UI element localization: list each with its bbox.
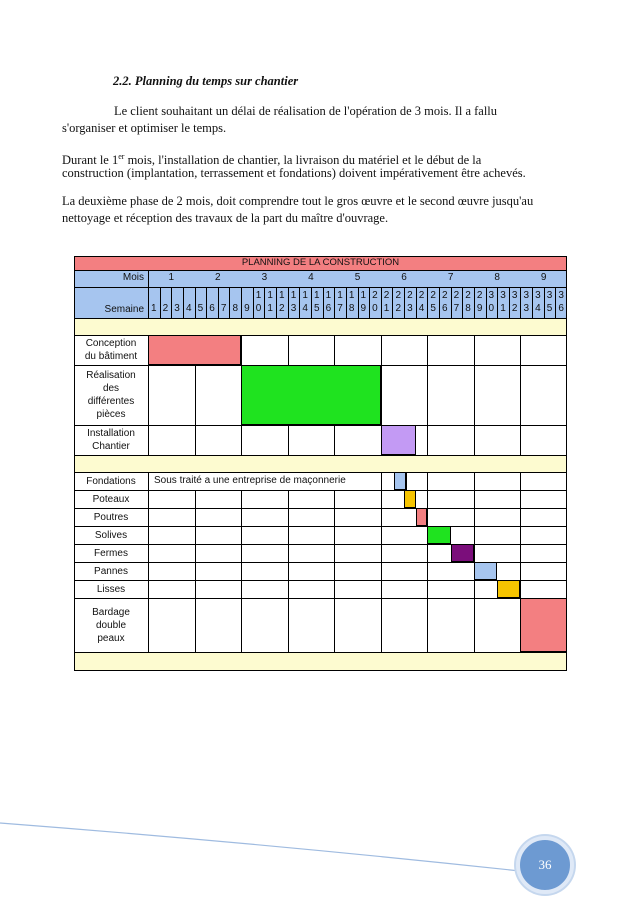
grid-line — [148, 526, 149, 544]
task-label-line: du bâtiment — [84, 351, 138, 362]
grid-line — [74, 652, 567, 653]
task-bar — [381, 425, 416, 455]
grid-line — [288, 335, 289, 365]
week-number-tens: 1 — [313, 290, 320, 301]
grid-line — [427, 472, 428, 490]
week-number-units: 8 — [465, 303, 471, 314]
grid-line — [427, 425, 428, 455]
grid-line — [544, 287, 545, 318]
grid-line — [241, 335, 242, 365]
subtask-bar — [427, 526, 450, 544]
grid-line — [369, 287, 370, 318]
week-number-tens: 2 — [407, 290, 413, 301]
grid-line — [474, 544, 475, 562]
week-number-units: 5 — [197, 303, 204, 314]
week-number-tens: 2 — [395, 290, 401, 301]
week-number-units: 1 — [151, 303, 157, 314]
week-number-units: 4 — [185, 303, 192, 314]
week-number-units: 2 — [279, 303, 285, 314]
grid-line — [148, 562, 149, 580]
paragraph-1 — [62, 103, 582, 120]
grid-line — [195, 365, 196, 425]
grid-line — [323, 287, 324, 318]
grid-line — [195, 598, 196, 652]
task-label-line: différentes — [87, 396, 135, 407]
grid-line — [241, 544, 242, 562]
grid-line — [416, 287, 417, 318]
grid-line — [555, 287, 556, 318]
grid-line — [148, 544, 149, 562]
grid-line — [520, 580, 521, 598]
grid-line — [462, 287, 463, 318]
grid-line — [474, 365, 475, 425]
paragraph-2-line-2: construction (implantation, terrassement et fondations) doivent impérativement être achevés. — [62, 166, 526, 180]
grid-line — [520, 365, 521, 425]
subtask-bar — [416, 508, 428, 526]
grid-line — [381, 544, 382, 562]
grid-line — [392, 287, 393, 318]
grid-line — [288, 508, 289, 526]
superscript: er — [118, 152, 125, 161]
subtask-bar — [497, 580, 520, 598]
grid-line — [334, 425, 335, 455]
grid-line — [381, 526, 382, 544]
task-label-line: Chantier — [92, 441, 130, 452]
grid-line — [520, 490, 521, 508]
grid-line — [148, 270, 149, 318]
grid-line — [427, 287, 428, 318]
task-label — [74, 425, 148, 455]
week-number-units: 2 — [162, 303, 169, 314]
gantt-title: PLANNING DE LA CONSTRUCTION — [74, 256, 567, 270]
week-number-units: 6 — [558, 303, 564, 314]
grid-line — [520, 287, 521, 318]
grid-line — [427, 508, 428, 526]
grid-line — [520, 562, 521, 580]
grid-line — [474, 490, 475, 508]
grid-line — [334, 508, 335, 526]
week-number-tens: 1 — [360, 290, 367, 301]
task-label-line: Conception — [85, 338, 137, 349]
paragraph-3-line-1: La deuxième phase de 2 mois, doit comprendre tout le gros œuvre et le second œuvre jusqu'au — [62, 194, 534, 208]
week-number-units: 2 — [511, 303, 518, 314]
week-number-units: 0 — [255, 303, 262, 314]
month-number: 9 — [540, 272, 547, 283]
subtask-label: Solives — [94, 529, 128, 541]
week-number-units: 4 — [302, 303, 308, 314]
subtask-label: Lisses — [96, 583, 126, 595]
grid-line — [288, 526, 289, 544]
grid-line — [241, 425, 242, 455]
subtask-label — [74, 598, 148, 652]
grid-line — [195, 287, 196, 318]
week-header-label: Semaine — [104, 304, 144, 315]
grid-line — [427, 335, 428, 365]
grid-line — [311, 287, 312, 318]
grid-line — [474, 472, 475, 490]
week-number-units: 9 — [360, 303, 367, 314]
grid-line — [334, 335, 335, 365]
week-number-tens: 3 — [558, 290, 564, 301]
week-number-tens: 1 — [267, 290, 273, 301]
grid-line — [241, 508, 242, 526]
week-number-tens: 2 — [372, 290, 378, 301]
grid-line — [381, 490, 382, 508]
grid-line — [195, 425, 196, 455]
month-number: 1 — [168, 272, 175, 283]
week-number-tens: 3 — [546, 290, 553, 301]
week-number-units: 1 — [267, 303, 273, 314]
grid-line — [148, 580, 149, 598]
grid-line — [474, 425, 475, 455]
grid-line — [474, 526, 475, 544]
task-label — [74, 365, 148, 425]
week-number-tens: 3 — [488, 290, 495, 301]
month-number: 6 — [401, 272, 407, 283]
grid-line — [474, 580, 475, 598]
grid-line — [264, 287, 265, 318]
grid-line — [497, 287, 498, 318]
grid-line — [334, 598, 335, 652]
week-number-units: 6 — [209, 303, 215, 314]
grid-line — [520, 544, 521, 562]
grid-line — [74, 455, 567, 456]
grid-line — [288, 490, 289, 508]
grid-line — [334, 544, 335, 562]
grid-line — [474, 508, 475, 526]
paragraph-1-line-1: Le client souhaitant un délai de réalisation de l'opération de 3 mois. Il a fallu — [114, 104, 498, 118]
week-number-units: 0 — [372, 303, 378, 314]
grid-line — [148, 508, 149, 526]
grid-line — [439, 287, 440, 318]
grid-line — [195, 526, 196, 544]
week-number-units: 9 — [244, 303, 250, 314]
construction-gantt-chart — [74, 256, 567, 662]
grid-line — [195, 508, 196, 526]
grid-line — [474, 287, 475, 318]
paragraph-3-line-2: nettoyage et réception des travaux de la part du maître d'ouvrage. — [62, 211, 389, 225]
grid-line — [381, 335, 382, 365]
grid-line — [427, 562, 428, 580]
week-number-tens: 2 — [442, 290, 448, 301]
page-number-badge: 36 — [516, 836, 574, 894]
week-number-units: 1 — [383, 303, 390, 314]
grid-line — [427, 598, 428, 652]
grid-line — [520, 472, 521, 490]
grid-line — [241, 598, 242, 652]
fondations-bar — [394, 472, 406, 490]
week-number-tens: 1 — [302, 290, 308, 301]
grid-line — [427, 490, 428, 508]
task-label-line: Installation — [87, 428, 135, 439]
week-number-units: 4 — [535, 303, 541, 314]
grid-line — [206, 287, 207, 318]
month-number: 2 — [215, 272, 221, 283]
grid-line — [334, 526, 335, 544]
grid-line — [74, 318, 567, 319]
week-number-tens: 1 — [348, 290, 355, 301]
grid-line — [334, 287, 335, 318]
week-number-tens: 3 — [535, 290, 541, 301]
grid-line — [148, 598, 149, 652]
grid-line — [241, 490, 242, 508]
week-number-tens: 2 — [453, 290, 460, 301]
week-number-units: 3 — [174, 303, 180, 314]
grid-line — [520, 508, 521, 526]
paragraph-1-line-2: s'organiser et optimiser le temps. — [62, 121, 227, 135]
subtask-label: Fermes — [94, 547, 128, 559]
grid-line — [427, 365, 428, 425]
week-number-tens: 1 — [337, 290, 343, 301]
grid-line — [288, 544, 289, 562]
week-number-tens: 3 — [500, 290, 506, 301]
subtask-label-line: peaux — [97, 632, 125, 644]
week-number-tens: 2 — [476, 290, 483, 301]
grid-line — [486, 287, 487, 318]
grid-line — [195, 580, 196, 598]
week-number-tens: 2 — [465, 290, 471, 301]
grid-line — [183, 287, 184, 318]
subtask-label-line: double — [95, 619, 127, 631]
grid-line — [346, 287, 347, 318]
week-number-units: 3 — [407, 303, 413, 314]
week-number-tens: 2 — [418, 290, 425, 301]
grid-line — [218, 287, 219, 318]
week-number-units: 7 — [220, 303, 227, 314]
grid-line — [160, 287, 161, 318]
grid-line — [474, 335, 475, 365]
task-label — [74, 335, 148, 365]
week-number-units: 4 — [418, 303, 425, 314]
week-number-units: 8 — [232, 303, 239, 314]
grid-line — [241, 562, 242, 580]
grid-line — [288, 425, 289, 455]
grid-line — [334, 490, 335, 508]
grid-line — [520, 526, 521, 544]
spacer-row — [74, 455, 567, 472]
grid-line — [404, 287, 405, 318]
week-number-units: 5 — [313, 303, 320, 314]
grid-line — [241, 287, 242, 318]
grid-line — [381, 580, 382, 598]
subtask-bar — [404, 490, 416, 508]
paragraph-2-start: Durant le 1 — [62, 153, 119, 168]
grid-line — [381, 508, 382, 526]
grid-line — [520, 425, 521, 455]
spacer-row — [74, 652, 567, 670]
grid-line — [171, 287, 172, 318]
subtask-label: Poteaux — [92, 493, 130, 505]
week-number-units: 6 — [325, 303, 332, 314]
week-number-tens: 1 — [290, 290, 297, 301]
grid-line — [334, 562, 335, 580]
grid-line — [381, 562, 382, 580]
grid-line — [74, 256, 567, 257]
grid-line — [148, 425, 149, 455]
week-number-units: 3 — [290, 303, 297, 314]
grid-line — [406, 472, 407, 490]
grid-line — [241, 526, 242, 544]
grid-line — [381, 472, 382, 490]
grid-line — [381, 287, 382, 318]
subtask-label: Pannes — [94, 565, 128, 577]
week-number-tens: 1 — [279, 290, 285, 301]
grid-line — [451, 287, 452, 318]
grid-line — [509, 287, 510, 318]
task-bar — [241, 365, 381, 425]
week-number-tens: 3 — [523, 290, 530, 301]
subtask-bar — [520, 598, 567, 652]
grid-line — [195, 562, 196, 580]
grid-line — [148, 490, 149, 508]
footer-decoration — [0, 813, 560, 893]
grid-line — [427, 544, 428, 562]
grid-line — [253, 287, 254, 318]
fondations-label: Fondations — [86, 475, 136, 487]
week-number-units: 8 — [348, 303, 355, 314]
week-number-units: 0 — [488, 303, 495, 314]
week-number-units: 5 — [430, 303, 436, 314]
grid-line — [288, 562, 289, 580]
subtask-label-line: Bardage — [92, 606, 130, 618]
grid-line — [241, 580, 242, 598]
month-number: 8 — [494, 272, 500, 283]
grid-line — [358, 287, 359, 318]
week-number-units: 5 — [546, 303, 553, 314]
grid-line — [288, 580, 289, 598]
paragraph-2-end: mois, l'installation de chantier, la livraison du matériel et le début de la — [124, 153, 482, 168]
month-number: 4 — [308, 272, 314, 283]
subtask-label: Poutres — [93, 511, 129, 523]
week-number-units: 2 — [395, 303, 401, 314]
grid-line — [427, 580, 428, 598]
week-number-tens: 3 — [511, 290, 518, 301]
week-number-units: 3 — [523, 303, 530, 314]
week-number-units: 6 — [442, 303, 448, 314]
section-heading: 2.2. Planning du temps sur chantier — [113, 74, 299, 88]
grid-line — [148, 365, 149, 425]
spacer-row — [74, 318, 567, 335]
task-label-line: Réalisation — [86, 370, 136, 381]
subtask-bar — [451, 544, 474, 562]
grid-line — [334, 580, 335, 598]
week-number-tens: 1 — [325, 290, 332, 301]
week-number-tens: 1 — [255, 290, 262, 301]
month-header-label: Mois — [122, 272, 144, 283]
subtask-bar — [474, 562, 497, 580]
grid-line — [148, 472, 149, 490]
month-number: 7 — [447, 272, 454, 283]
grid-line — [520, 335, 521, 365]
task-bar — [148, 335, 241, 365]
grid-line — [381, 598, 382, 652]
grid-line — [288, 287, 289, 318]
grid-line — [299, 287, 300, 318]
week-number-tens: 2 — [430, 290, 436, 301]
grid-line — [532, 287, 533, 318]
fondations-note: Sous traité a une entreprise de maçonnerie — [154, 475, 346, 486]
week-number-units: 9 — [476, 303, 483, 314]
week-number-tens: 2 — [383, 290, 390, 301]
month-number: 3 — [261, 272, 268, 283]
grid-line — [381, 365, 382, 425]
grid-line — [229, 287, 230, 318]
grid-line — [195, 490, 196, 508]
week-number-units: 1 — [500, 303, 506, 314]
grid-line — [474, 598, 475, 652]
grid-line — [74, 670, 567, 671]
week-number-units: 7 — [337, 303, 343, 314]
grid-line — [288, 598, 289, 652]
month-number: 5 — [354, 272, 361, 283]
grid-line — [195, 544, 196, 562]
grid-line — [276, 287, 277, 318]
task-label-line: des — [102, 383, 120, 394]
week-number-units: 7 — [453, 303, 460, 314]
task-label-line: pièces — [96, 409, 126, 420]
